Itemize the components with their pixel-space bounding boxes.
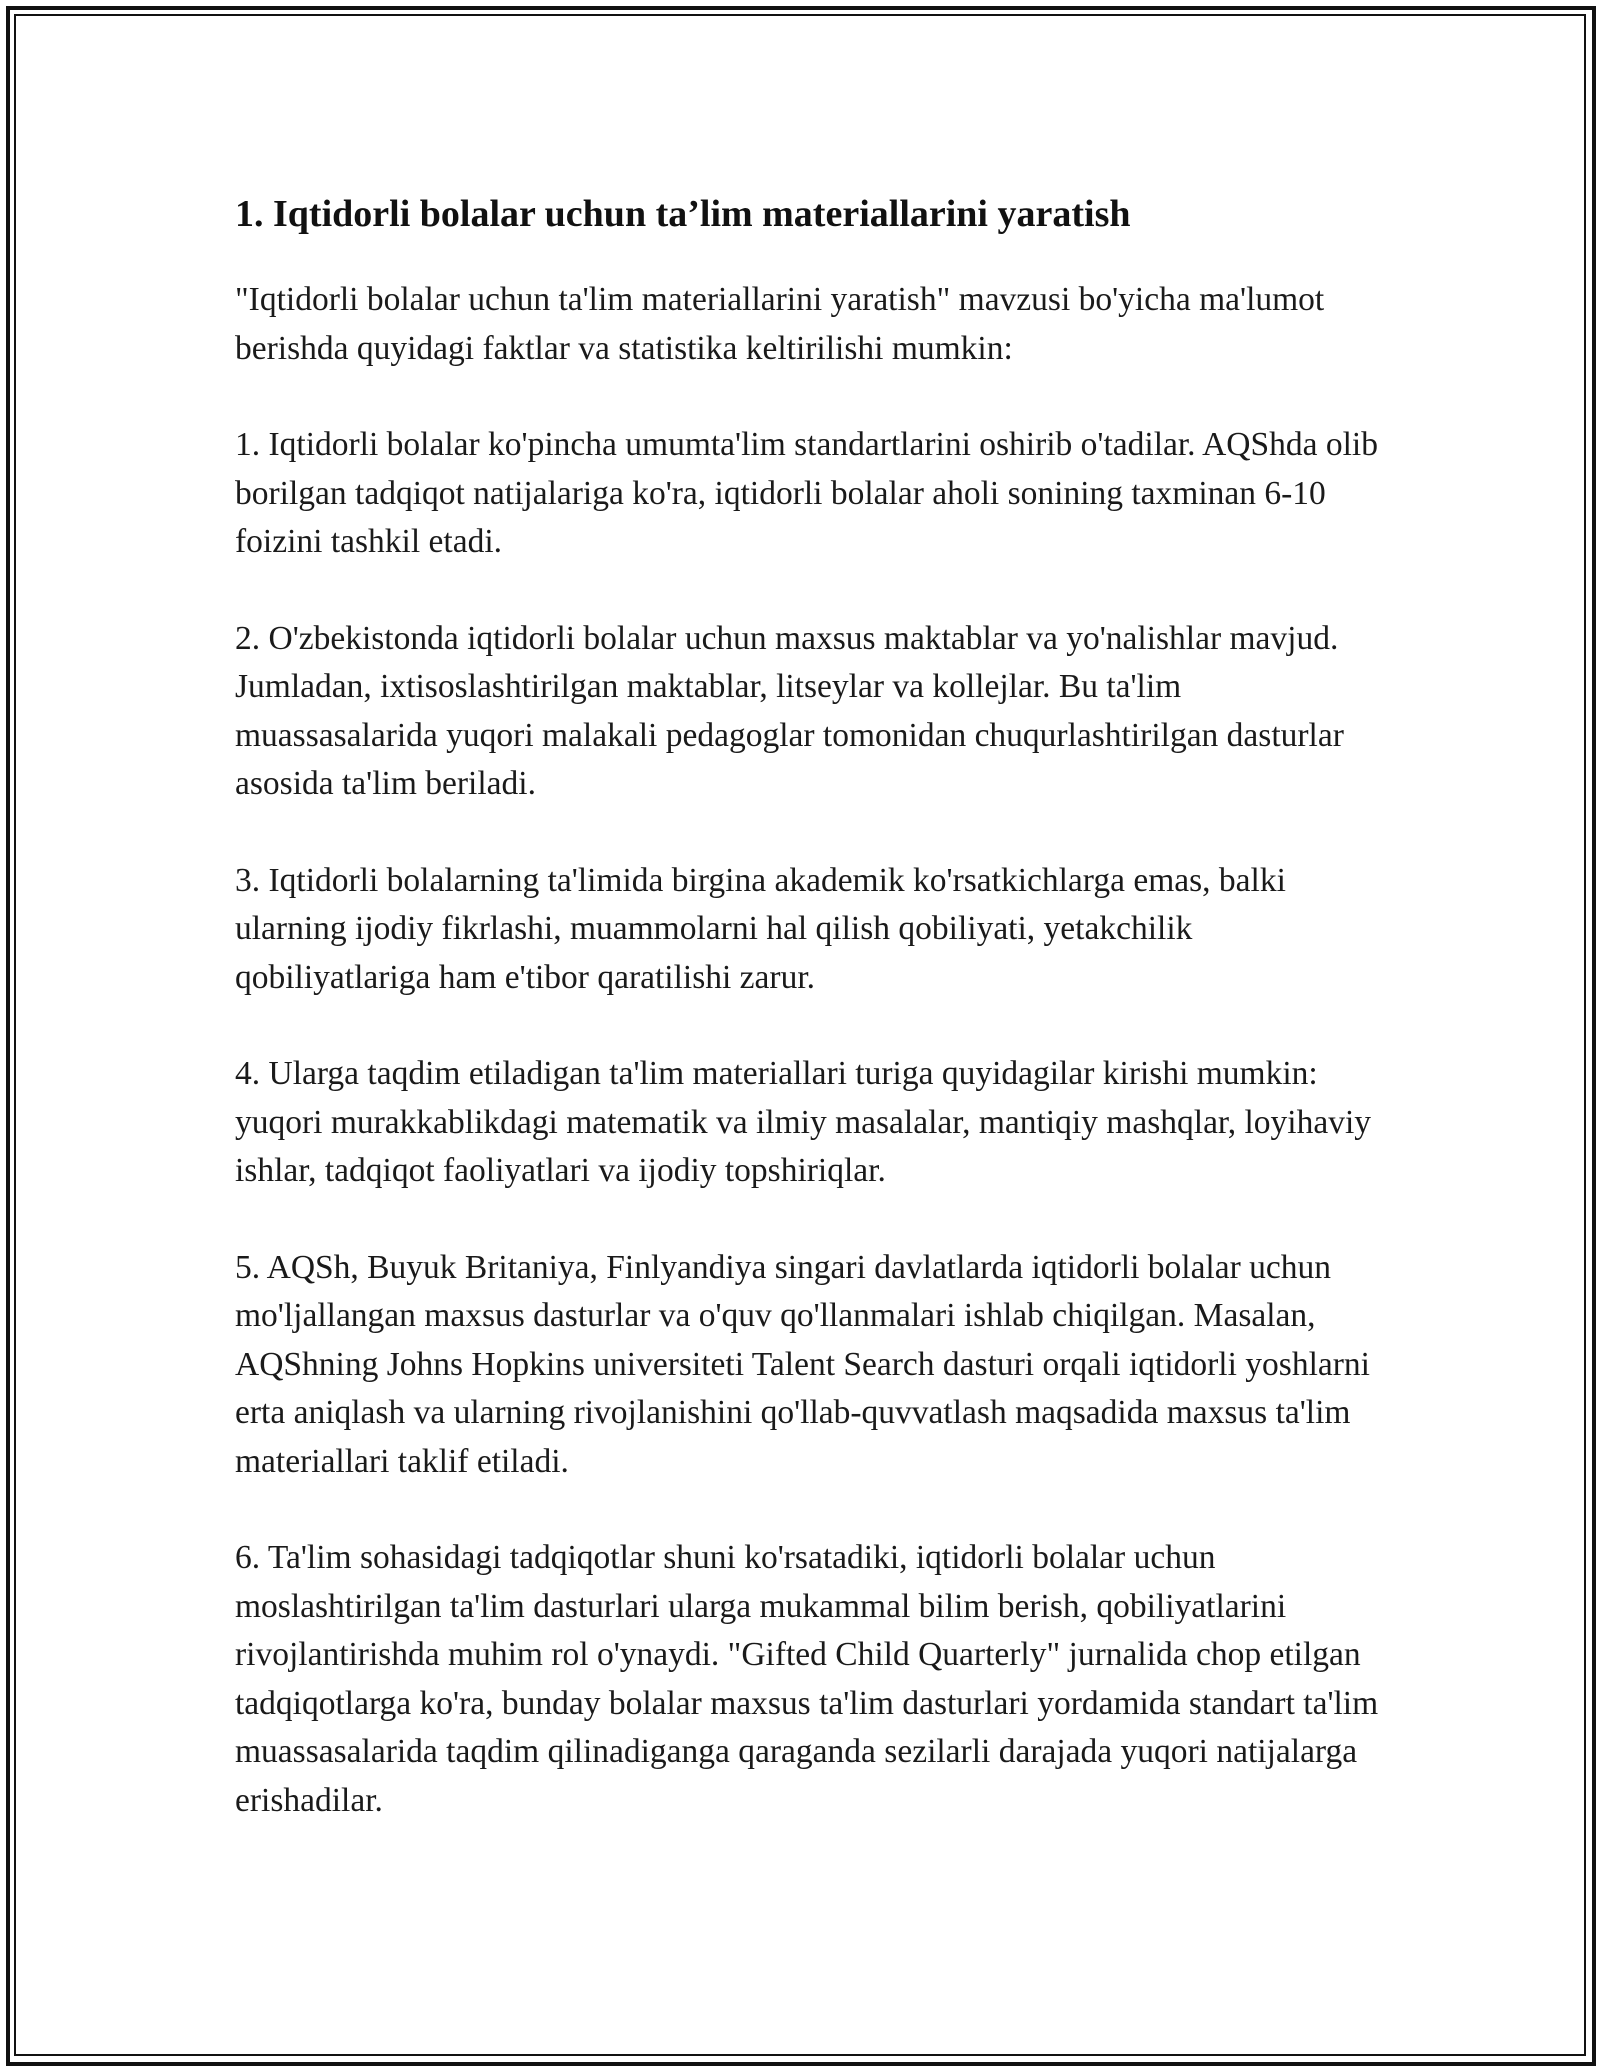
fact-paragraph-3: 3. Iqtidorli bolalarning ta'limida birgina akademik ko'rsatkichlarga emas, balki ularning ijodiy fikrlashi, muammolarni hal qilish qobiliyati, yetakchilik qobiliyatlariga ham e'tibor qaratilishi zarur. (235, 861, 1286, 996)
intro-paragraph: "Iqtidorli bolalar uchun ta'lim materiallarini yaratish" mavzusi bo'yicha ma'lumot berishda quyidagi faktlar va statistika keltirilishi mumkin: (235, 281, 1325, 367)
document-body (235, 188, 1385, 1873)
fact-paragraph-6: 6. Ta'lim sohasidagi tadqiqotlar shuni ko'rsatadiki, iqtidorli bolalar uchun moslashtirilgan ta'lim dasturlari ularga mukammal bilim berish, qobiliyatlarini rivojlantirishda muhim rol o'ynaydi. "Gifted Child Quarterly" jurnalida chop etilgan tadqiqotlarga ko'ra, bunday bolalar maxsus ta'lim dasturlari yordamida standart ta'lim muassasalarida taqdim qilinadiganga qaraganda sezilarli darajada yuqori natijalarga erishadilar. (235, 1539, 1379, 1819)
fact-paragraph-1: 1. Iqtidorli bolalar ko'pincha umumta'lim standartlarini oshirib o'tadilar. AQShda olib borilgan tadqiqot natijalariga ko'ra, iqtidorli bolalar aholi sonining taxminan 6-10 foizini tashkil etadi. (235, 426, 1378, 560)
section-heading: 1. Iqtidorli bolalar uchun ta’lim materiallarini yaratish (235, 193, 1131, 235)
fact-paragraph-4: 4. Ularga taqdim etiladigan ta'lim materiallari turiga quyidagilar kirishi mumkin: yuqori murakkablikdagi matematik va ilmiy masalalar, mantiqiy mashqlar, loyihaviy ishlar, tadqiqot faoliyatlari va ijodiy topshiriqlar. (235, 1055, 1372, 1189)
fact-paragraph-5: 5. AQSh, Buyuk Britaniya, Finlyandiya singari davlatlarda iqtidorli bolalar uchun mo'ljallangan maxsus dasturlar va o'quv qo'llanmalari ishlab chiqilgan. Masalan, AQShning Johns Hopkins universiteti Talent Search dasturi orqali iqtidorli yoshlarni erta aniqlash va ularning rivojlanishini qo'llab-quvvatlash maqsadida maxsus ta'lim materiallari taklif etiladi. (235, 1248, 1370, 1480)
fact-paragraph-2: 2. O'zbekistonda iqtidorli bolalar uchun maxsus maktablar va yo'nalishlar mavjud. Jumladan, ixtisoslashtirilgan maktablar, litseylar va kollejlar. Bu ta'lim muassasalarida yuqori malakali pedagoglar tomonidan chuqurlashtirilgan dasturlar asosida ta'lim beriladi. (235, 619, 1344, 802)
